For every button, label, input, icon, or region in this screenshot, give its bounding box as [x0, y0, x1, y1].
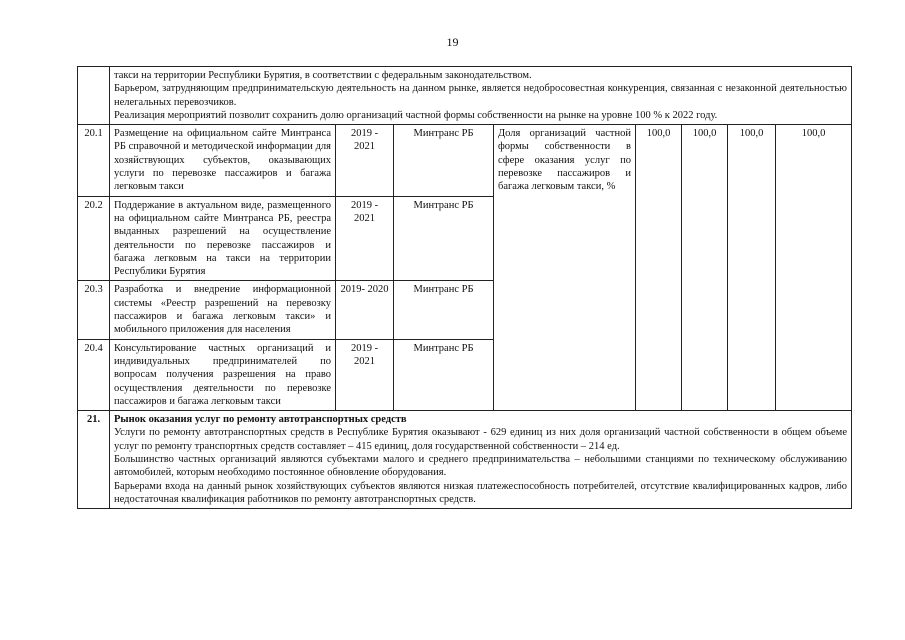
measure-text: Консультирование частных организаций и индивидуальных предпринимателей по вопросам получения разрешения на право осуществления деятельности по перевозке пассажиров и багажа легковым такси	[110, 339, 336, 410]
row-number: 20.1	[78, 125, 110, 196]
measures-table	[77, 66, 852, 509]
intro-block	[110, 67, 852, 125]
measure-period: 2019 - 2021	[336, 125, 394, 196]
measure-executor: Минтранс РБ	[394, 339, 494, 410]
intro-paragraph: Барьером, затрудняющим предпринимательскую деятельность на данном рынке, является недобросовестная конкуренция, связанная с незаконной деятельностью нелегальных перевозчиков.	[114, 83, 847, 108]
measure-period: 2019 - 2021	[336, 339, 394, 410]
section-paragraph: Большинство частных организаций являются субъектами малого и среднего предпринимательства – небольшими станциями по техническому обслуживанию автомобилей, которым необходимо постоянное обновление оборудования.	[114, 454, 847, 479]
measure-text: Разработка и внедрение информационной системы «Реестр разрешений на перевозку пассажиров и багажа легковым такси» и мобильного приложения для населения	[110, 281, 336, 339]
intro-row	[78, 67, 852, 125]
indicator-value: 100,0	[776, 125, 852, 411]
measure-executor: Минтранс РБ	[394, 125, 494, 196]
section-number: 21.	[78, 411, 110, 509]
intro-empty-cell	[78, 67, 110, 125]
indicator-text: Доля организаций частной формы собственности в сфере оказания услуг по перевозке пассажиров и багажа легковым такси, %	[494, 125, 636, 411]
measure-text: Поддержание в актуальном виде, размещенного на официальном сайте Минтранса РБ, реестра выданных разрешений на осуществление деятельности по перевозке пассажиров и багажа легковым на такси на территории Республики Бурятия	[110, 196, 336, 281]
row-number: 20.3	[78, 281, 110, 339]
indicator-value: 100,0	[728, 125, 776, 411]
measure-executor: Минтранс РБ	[394, 196, 494, 281]
row-number: 20.4	[78, 339, 110, 410]
indicator-value: 100,0	[682, 125, 728, 411]
section-paragraph: Барьерами входа на данный рынок хозяйствующих субъектов являются низкая платежеспособность потребителей, отсутствие квалифицированных кадров, либо недостаточная квалификация работников по ремонту автотранспортных средств.	[114, 480, 847, 505]
measure-text: Размещение на официальном сайте Минтранса РБ справочной и методической информации для хозяйствующих субъектов, оказывающих услуги по перевозке пассажиров и багажа легковым такси	[110, 125, 336, 196]
intro-paragraph: Реализация мероприятий позволит сохранить долю организаций частной формы собственности на рынке на уровне 100 % к 2022 году.	[114, 109, 718, 121]
page-number: 19	[446, 35, 459, 49]
measure-period: 2019 - 2021	[336, 196, 394, 281]
section-paragraph: Услуги по ремонту автотранспортных средств в Республике Бурятия оказывают - 629 единиц из них доля организаций частной собственности в общем объеме услуг по ремонту транспортных средств составляет – 415 единиц, доля государственной собственности – 214 ед.	[114, 427, 847, 452]
measure-executor: Минтранс РБ	[394, 281, 494, 339]
measure-period: 2019- 2020	[336, 281, 394, 339]
table-row	[78, 125, 852, 196]
row-number: 20.2	[78, 196, 110, 281]
section-row	[78, 411, 852, 509]
intro-paragraph: такси на территории Республики Бурятия, в соответствии с федеральным законодательством.	[114, 70, 532, 81]
section-title: Рынок оказания услуг по ремонту автотранспортных средств	[114, 414, 407, 426]
section-block	[110, 411, 852, 509]
indicator-value: 100,0	[636, 125, 682, 411]
